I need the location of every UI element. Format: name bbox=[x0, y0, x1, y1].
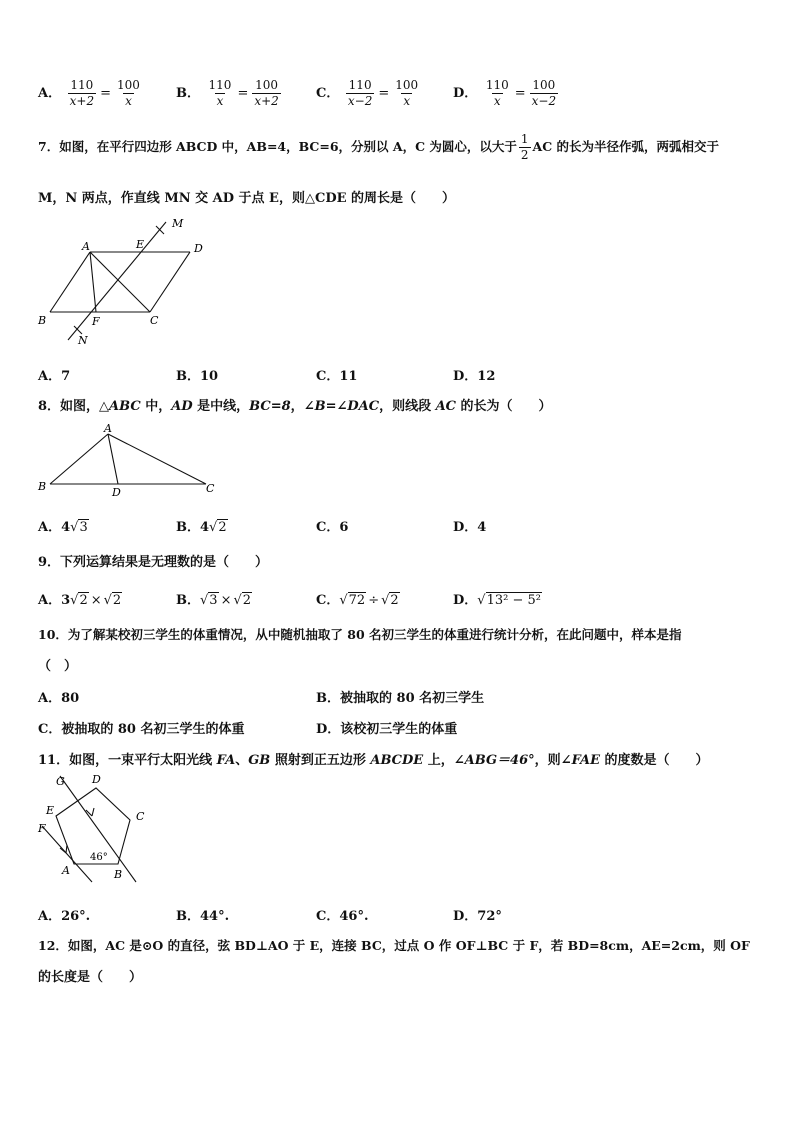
q11-stem: 11．如图，一束平行太阳光线 FA、GB 照射到正五边形 ABCDE 上，∠ABG＝46°，则∠FAE 的度数是（ ） bbox=[38, 753, 709, 768]
svg-text:C: C bbox=[206, 482, 215, 495]
q9-stem: 9．下列运算结果是无理数的是（ ） bbox=[38, 555, 269, 570]
q8-option-c: C．6 bbox=[316, 520, 349, 535]
svg-text:F: F bbox=[38, 822, 46, 835]
q7-figure-parallelogram bbox=[30, 212, 220, 352]
q6-option-d: D． $\frac{110}{x}$ = $\frac{100}{x-2}$ bbox=[453, 78, 557, 108]
q10-option-c: C．被抽取的 80 名初三学生的体重 bbox=[38, 722, 245, 737]
q10-stem-line1: 10．为了解某校初三学生的体重情况，从中随机抽取了 80 名初三学生的体重进行统计分析，在此问题中，样本是指 bbox=[38, 627, 682, 642]
q10-option-d: D．该校初三学生的体重 bbox=[316, 722, 458, 737]
fraction: $\frac{110}{x+2}$ bbox=[69, 78, 95, 108]
q11-figure-pentagon bbox=[30, 770, 160, 892]
q7-stem-line1: 7．如图，在平行四边形 ABCD 中，AB=4，BC=6，分别以 A，C 为圆心，以大于 $\frac{1}{2}$ AC 的长为半径作弧，两弧相交于 bbox=[38, 132, 720, 162]
svg-text:C: C bbox=[150, 314, 159, 327]
option-letter: A． bbox=[38, 86, 62, 101]
q11-option-b: B．44°. bbox=[176, 909, 230, 924]
q8-figure-triangle bbox=[30, 420, 230, 500]
q7-option-a: A．7 bbox=[38, 369, 71, 384]
q8-stem: 8．如图，△ABC 中，AD 是中线，BC=8，∠B=∠DAC，则线段 AC 的长为（ ） bbox=[38, 399, 552, 414]
q7-option-d: D．12 bbox=[453, 369, 496, 384]
svg-text:A: A bbox=[82, 240, 90, 253]
q7-stem-line2: M，N 两点，作直线 MN 交 AD 于点 E，则△CDE 的周长是（ ） bbox=[38, 191, 456, 206]
q7-option-b: B．10 bbox=[176, 369, 219, 384]
svg-text:E: E bbox=[46, 804, 55, 817]
svg-text:E: E bbox=[136, 238, 145, 251]
q8-option-d: D．4 bbox=[453, 520, 487, 535]
svg-text:D: D bbox=[92, 773, 101, 786]
svg-text:N: N bbox=[78, 334, 88, 347]
fraction: $\frac{100}{x}$ bbox=[117, 78, 140, 108]
q11-option-d: D．72° bbox=[453, 909, 502, 924]
svg-text:D: D bbox=[194, 242, 203, 255]
svg-text:A: A bbox=[104, 422, 112, 435]
q9-option-c: C．√72 ÷ √2 bbox=[316, 593, 399, 608]
q9-option-a: A．3√2 × √2 bbox=[38, 593, 122, 608]
q12-stem-line1: 12．如图，AC 是⊙O 的直径，弦 BD⊥AO 于 E，连接 BC，过点 O 作 OF⊥BC 于 F，若 BD=8cm，AE=2cm，则 OF bbox=[38, 938, 750, 953]
q6-option-b: B． $\frac{110}{x}$ = $\frac{100}{x+2}$ bbox=[176, 78, 279, 108]
q9-option-d: D．√13² − 5² bbox=[453, 593, 541, 608]
q10-stem-line2: （ ） bbox=[38, 659, 78, 674]
svg-text:G: G bbox=[56, 775, 65, 788]
svg-text:B: B bbox=[114, 868, 123, 881]
q11-option-c: C．46°. bbox=[316, 909, 369, 924]
svg-text:A: A bbox=[62, 864, 70, 877]
svg-text:B: B bbox=[38, 480, 47, 493]
svg-text:C: C bbox=[136, 810, 145, 823]
q10-option-b: B．被抽取的 80 名初三学生 bbox=[316, 691, 485, 706]
q11-option-a: A．26°. bbox=[38, 909, 91, 924]
q6-option-c: C． $\frac{110}{x-2}$ = $\frac{100}{x}$ bbox=[316, 78, 419, 108]
q12-stem-line2: 的长度是（ ） bbox=[38, 970, 143, 985]
svg-text:F: F bbox=[92, 315, 100, 328]
svg-text:D: D bbox=[112, 486, 121, 499]
q10-option-a: A．80 bbox=[38, 691, 80, 706]
q6-option-a: A． $\frac{110}{x+2}$ = $\frac{100}{x}$ bbox=[38, 78, 140, 108]
q8-option-b: B．4√2 bbox=[176, 520, 227, 535]
q8-option-a: A．4√3 bbox=[38, 520, 88, 535]
q9-option-b: B．√3 × √2 bbox=[176, 593, 252, 608]
svg-text:B: B bbox=[38, 314, 47, 327]
svg-text:M: M bbox=[172, 217, 184, 230]
svg-text:46°: 46° bbox=[90, 852, 108, 863]
q7-option-c: C．11 bbox=[316, 369, 358, 384]
